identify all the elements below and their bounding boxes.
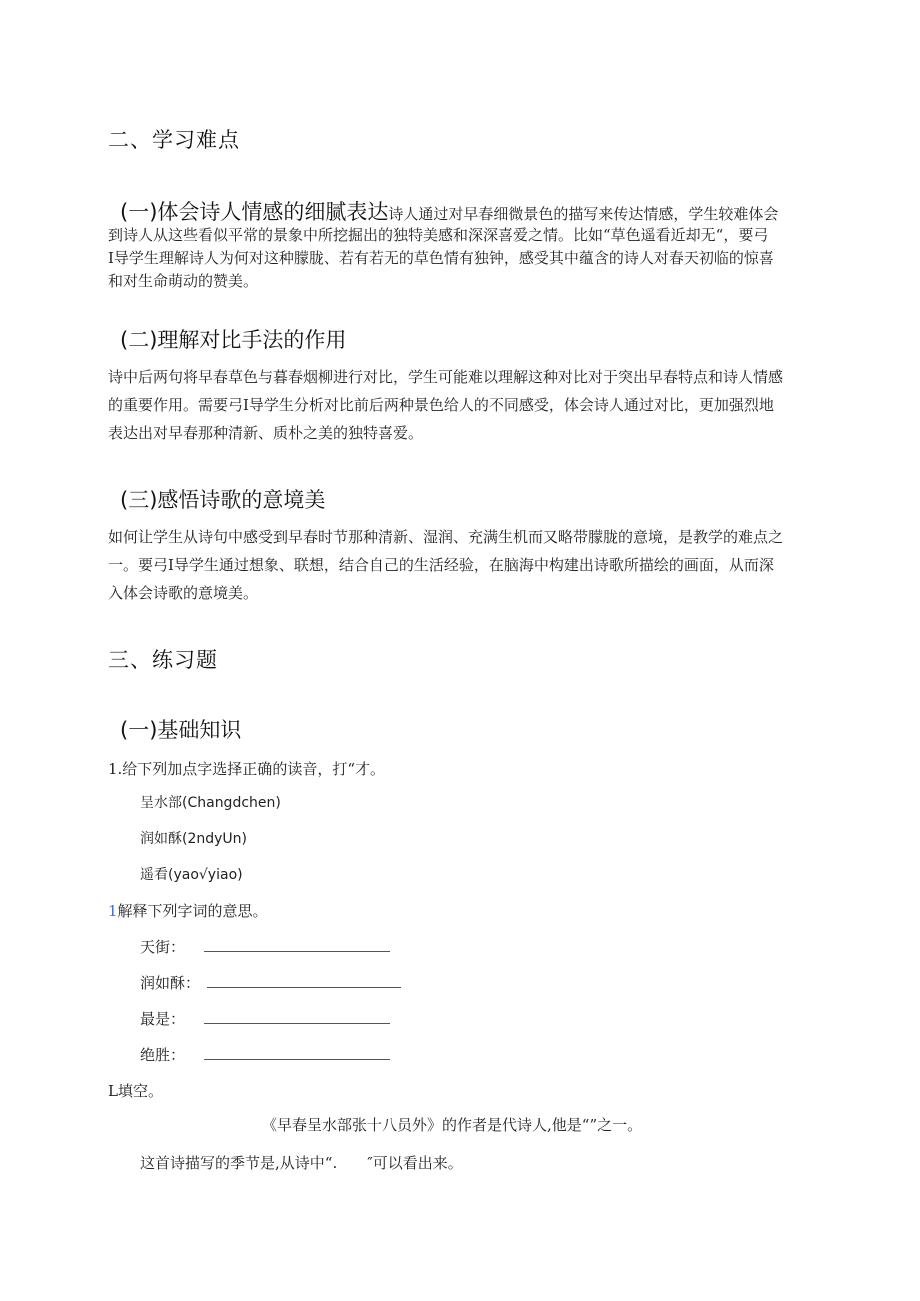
section-title-difficulties: 二、学习难点 xyxy=(108,128,240,152)
subheading-mood: (三)感悟诗歌的意境美 xyxy=(120,488,326,512)
answer-blank[interactable] xyxy=(204,1047,390,1060)
fill-in-line: 《早春呈水部张十八员外》的作者是代诗人,他是“”之一。 xyxy=(262,1116,643,1134)
paragraph-text: 诗人通过对早春细微景色的描写来传达情感，学生较难体会 xyxy=(388,205,779,223)
question-1-item: 呈水部(Changdchen) xyxy=(140,795,281,811)
subheading-emotion: (一)体会诗人情感的细腻表达 xyxy=(120,200,389,224)
question-1-prompt: 1.给下列加点字选择正确的读音，打“才。 xyxy=(108,760,385,778)
definition-row xyxy=(140,934,390,961)
paragraph-line: 入体会诗歌的意境美。 xyxy=(108,584,259,602)
question-2-number: 1 xyxy=(108,902,118,920)
question-2-prompt xyxy=(108,898,268,925)
answer-blank[interactable] xyxy=(204,939,390,952)
subheading-basics: (一)基础知识 xyxy=(120,718,242,742)
definition-row xyxy=(140,970,401,997)
answer-blank[interactable] xyxy=(204,1011,390,1024)
paragraph-line: 和对生命萌动的赞美。 xyxy=(108,272,259,290)
definition-term: 绝胜： xyxy=(140,1046,186,1064)
section-title-exercises: 三、练习题 xyxy=(108,648,218,672)
paragraph-line: 如何让学生从诗句中感受到早春时节那种清新、湿润、充满生机而又略带朦胧的意境，是教学的难点之 xyxy=(108,528,784,546)
paragraph-line: 诗中后两句将早春草色与暮春烟柳进行对比，学生可能难以理解这种对比对于突出早春特点和诗人情感 xyxy=(108,368,784,386)
question-1-item: 润如酥(2ndyUn) xyxy=(140,831,247,847)
subheading-contrast: (二)理解对比手法的作用 xyxy=(120,328,347,352)
definition-term: 最是： xyxy=(140,1010,186,1028)
definition-row xyxy=(140,1042,390,1069)
definition-term: 天街： xyxy=(140,938,186,956)
answer-blank[interactable] xyxy=(207,975,401,988)
definition-row xyxy=(140,1006,390,1033)
paragraph-line: 到诗人从这些看似平常的景象中所挖掘出的独特美感和深深喜爱之情。比如“草色遥看近却无“，要弓 xyxy=(108,226,769,244)
paragraph-line: 一。要弓I导学生通过想象、联想，结合自己的生活经验，在脑海中构建出诗歌所描绘的画面，从而深 xyxy=(108,556,774,574)
question-2-text: 解释下列字词的意思。 xyxy=(117,902,268,920)
paragraph-line: 表达出对早春那种清新、质朴之美的独特喜爱。 xyxy=(108,424,424,442)
question-1-item: 遥看(yao√yiao) xyxy=(140,867,243,883)
paragraph-line: I导学生理解诗人为何对这种朦胧、若有若无的草色情有独钟，感受其中蕴含的诗人对春天初临的惊喜 xyxy=(108,249,774,267)
question-3-prompt: L填空。 xyxy=(108,1082,163,1100)
definition-term: 润如酥： xyxy=(140,974,201,992)
paragraph-line: 的重要作用。需要弓I导学生分析对比前后两种景色给人的不同感受，体会诗人通过对比，更加强烈地 xyxy=(108,396,774,414)
fill-in-line: 这首诗描写的季节是,从诗中“. ″可以看出来。 xyxy=(140,1154,463,1172)
